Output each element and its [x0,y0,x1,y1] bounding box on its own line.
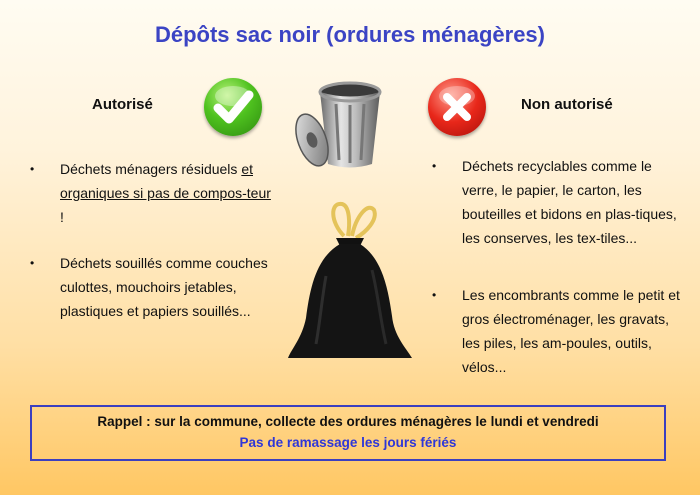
reminder-line: Rappel : sur la commune, collecte des ordures ménagères le lundi et vendredi [97,414,599,429]
list-item: • Déchets ménagers résiduels et organiques si pas de compos-teur ! [30,157,275,229]
trash-can-icon [290,74,386,172]
authorized-list [30,157,275,323]
list-item: • Déchets souillés comme couches culottes, mouchoirs jetables, plastiques et papiers souillés... [30,251,275,323]
holiday-notice: Pas de ramassage les jours fériés [239,435,457,450]
reminder-box [30,405,666,461]
list-item: • Les encombrants comme le petit et gros électroménager, les gravats, les piles, les am-poules, outils, vélos... [432,283,682,379]
list-item: • Déchets recyclables comme le verre, le papier, le carton, les bouteilles et bidons en plas-tiques, les conserves, les tex-tiles... [432,154,682,250]
garbage-bag-icon [286,198,414,364]
check-icon [204,78,262,136]
not-authorized-heading: Non autorisé [521,96,613,113]
not-authorized-list [432,154,682,379]
authorized-heading: Autorisé [92,96,153,113]
cross-icon [428,78,486,136]
page-title: Dépôts sac noir (ordures ménagères) [154,22,545,47]
